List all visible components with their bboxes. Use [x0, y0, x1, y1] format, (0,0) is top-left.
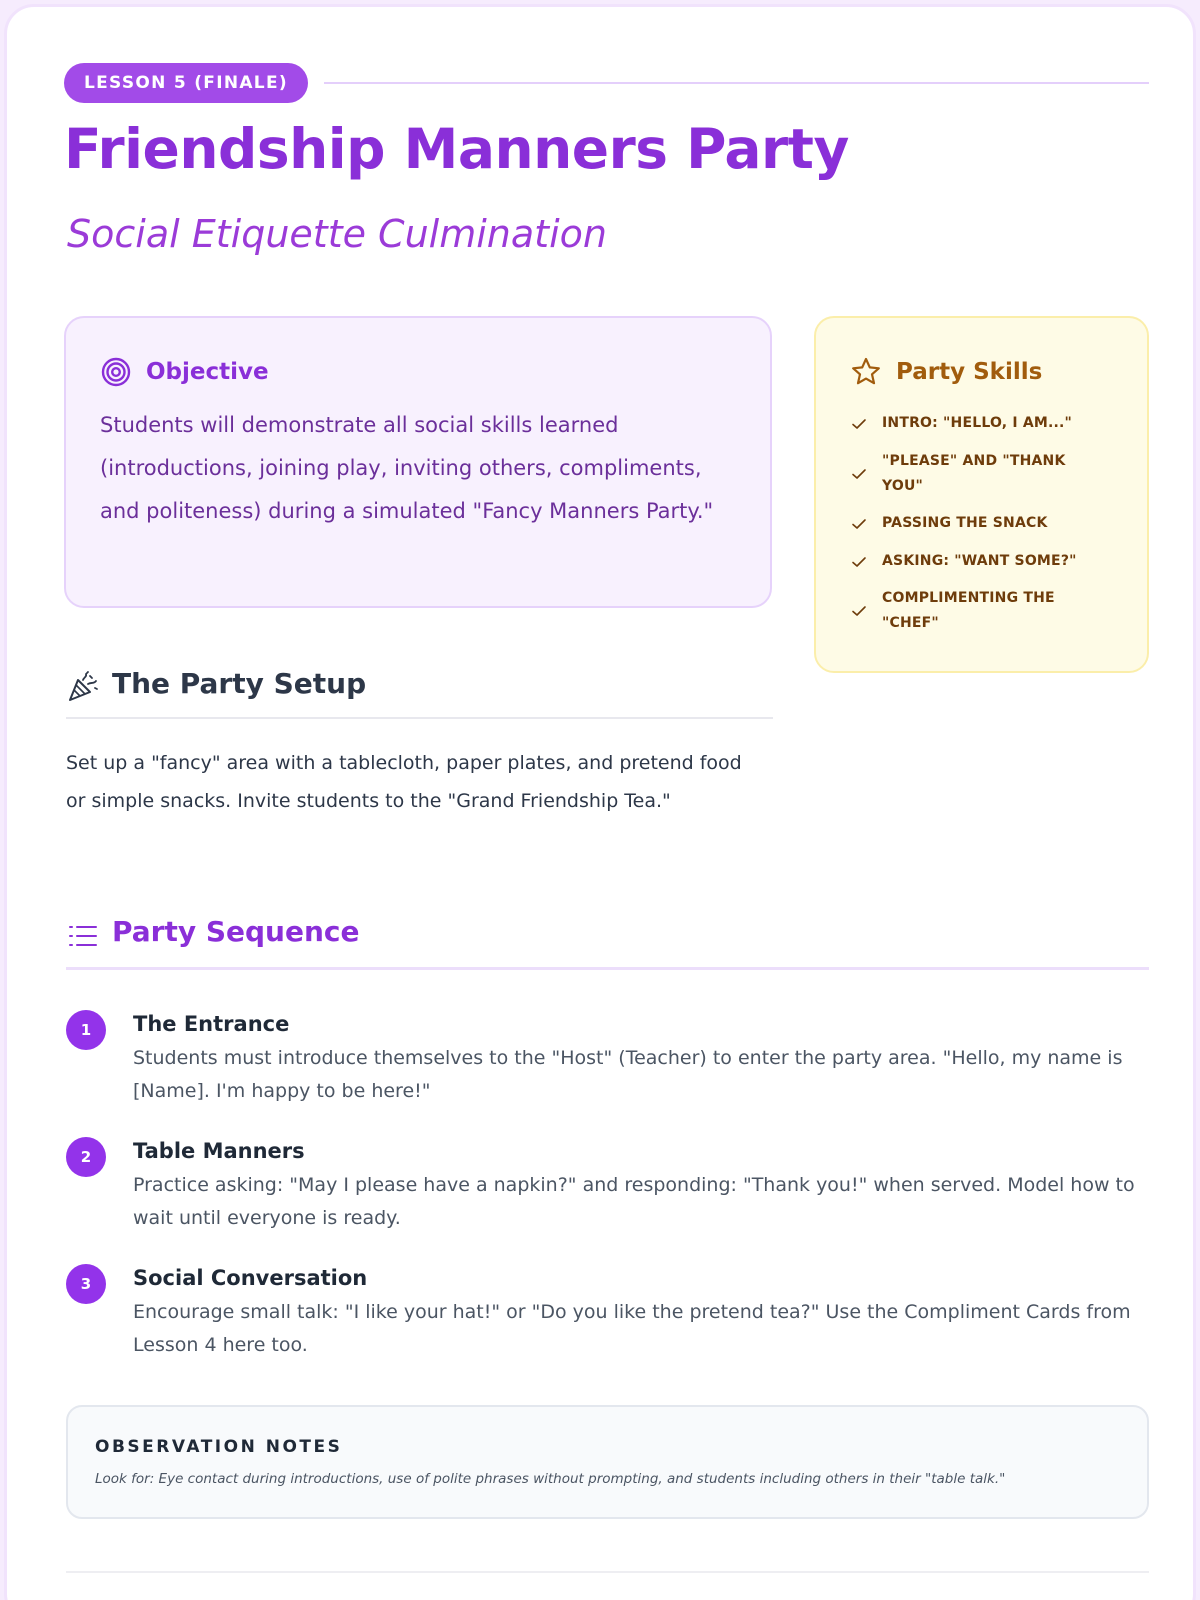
skill-label: INTRO: "HELLO, I AM..." — [882, 415, 1073, 431]
party-skills-box — [814, 316, 1149, 673]
check-icon — [850, 415, 868, 433]
step-description: Encourage small talk: "I like your hat!" or "Do you like the pretend tea?" Use the Compliment Cards from Lesson 4 here too. — [133, 1301, 1131, 1356]
setup-heading: The Party Setup — [112, 667, 367, 700]
notes-text: Look for: Eye contact during introductions, use of polite phrases without prompting, and students including others in their "table talk." — [95, 1471, 1006, 1487]
skill-label: PASSING THE SNACK — [882, 515, 1048, 531]
skill-label: COMPLIMENTING THE "CHEF" — [882, 590, 1055, 631]
setup-divider — [66, 717, 773, 719]
check-icon — [850, 602, 868, 620]
party-skills-title: Party Skills — [896, 359, 1043, 385]
step-number: 2 — [66, 1137, 106, 1177]
check-icon — [850, 515, 868, 533]
observation-notes-box — [66, 1405, 1149, 1519]
objective-text: Students will demonstrate all social skills learned (introductions, joining play, inviting others, compliments, and politeness) during a simulated "Fancy Manners Party." — [100, 413, 714, 523]
list-icon — [66, 919, 100, 953]
notes-title: OBSERVATION NOTES — [95, 1437, 343, 1457]
step-number: 3 — [66, 1264, 106, 1304]
step-title: Social Conversation — [133, 1266, 368, 1290]
step-description: Practice asking: "May I please have a napkin?" and responding: "Thank you!" when served. Model how to wait until everyone is ready. — [133, 1174, 1135, 1229]
check-icon — [850, 553, 868, 571]
step-description: Students must introduce themselves to the "Host" (Teacher) to enter the party area. "Hello, my name is [Name]. I'm happy to be here!" — [133, 1047, 1123, 1102]
page-subtitle: Social Etiquette Culmination — [67, 212, 607, 256]
target-icon — [100, 356, 132, 388]
step-number: 1 — [66, 1010, 106, 1050]
skill-label: "PLEASE" AND "THANK YOU" — [882, 453, 1066, 494]
skill-label: ASKING: "WANT SOME?" — [882, 553, 1077, 569]
footer-divider — [66, 1571, 1149, 1573]
lesson-badge: LESSON 5 (FINALE) — [64, 63, 308, 103]
header-divider — [324, 82, 1149, 84]
check-icon — [850, 465, 868, 483]
objective-box — [64, 316, 772, 608]
step-title: Table Manners — [133, 1139, 305, 1163]
objective-title: Objective — [146, 359, 269, 385]
page-title: Friendship Manners Party — [64, 117, 849, 181]
party-popper-icon — [66, 670, 100, 704]
setup-text: Set up a "fancy" area with a tablecloth, paper plates, and pretend food or simple snacks. Invite students to the "Grand Friendship Tea." — [66, 752, 742, 812]
sequence-heading: Party Sequence — [112, 915, 360, 948]
step-title: The Entrance — [133, 1012, 290, 1036]
sequence-divider — [66, 967, 1149, 970]
lesson-card — [4, 4, 1196, 1600]
star-icon — [850, 356, 882, 388]
